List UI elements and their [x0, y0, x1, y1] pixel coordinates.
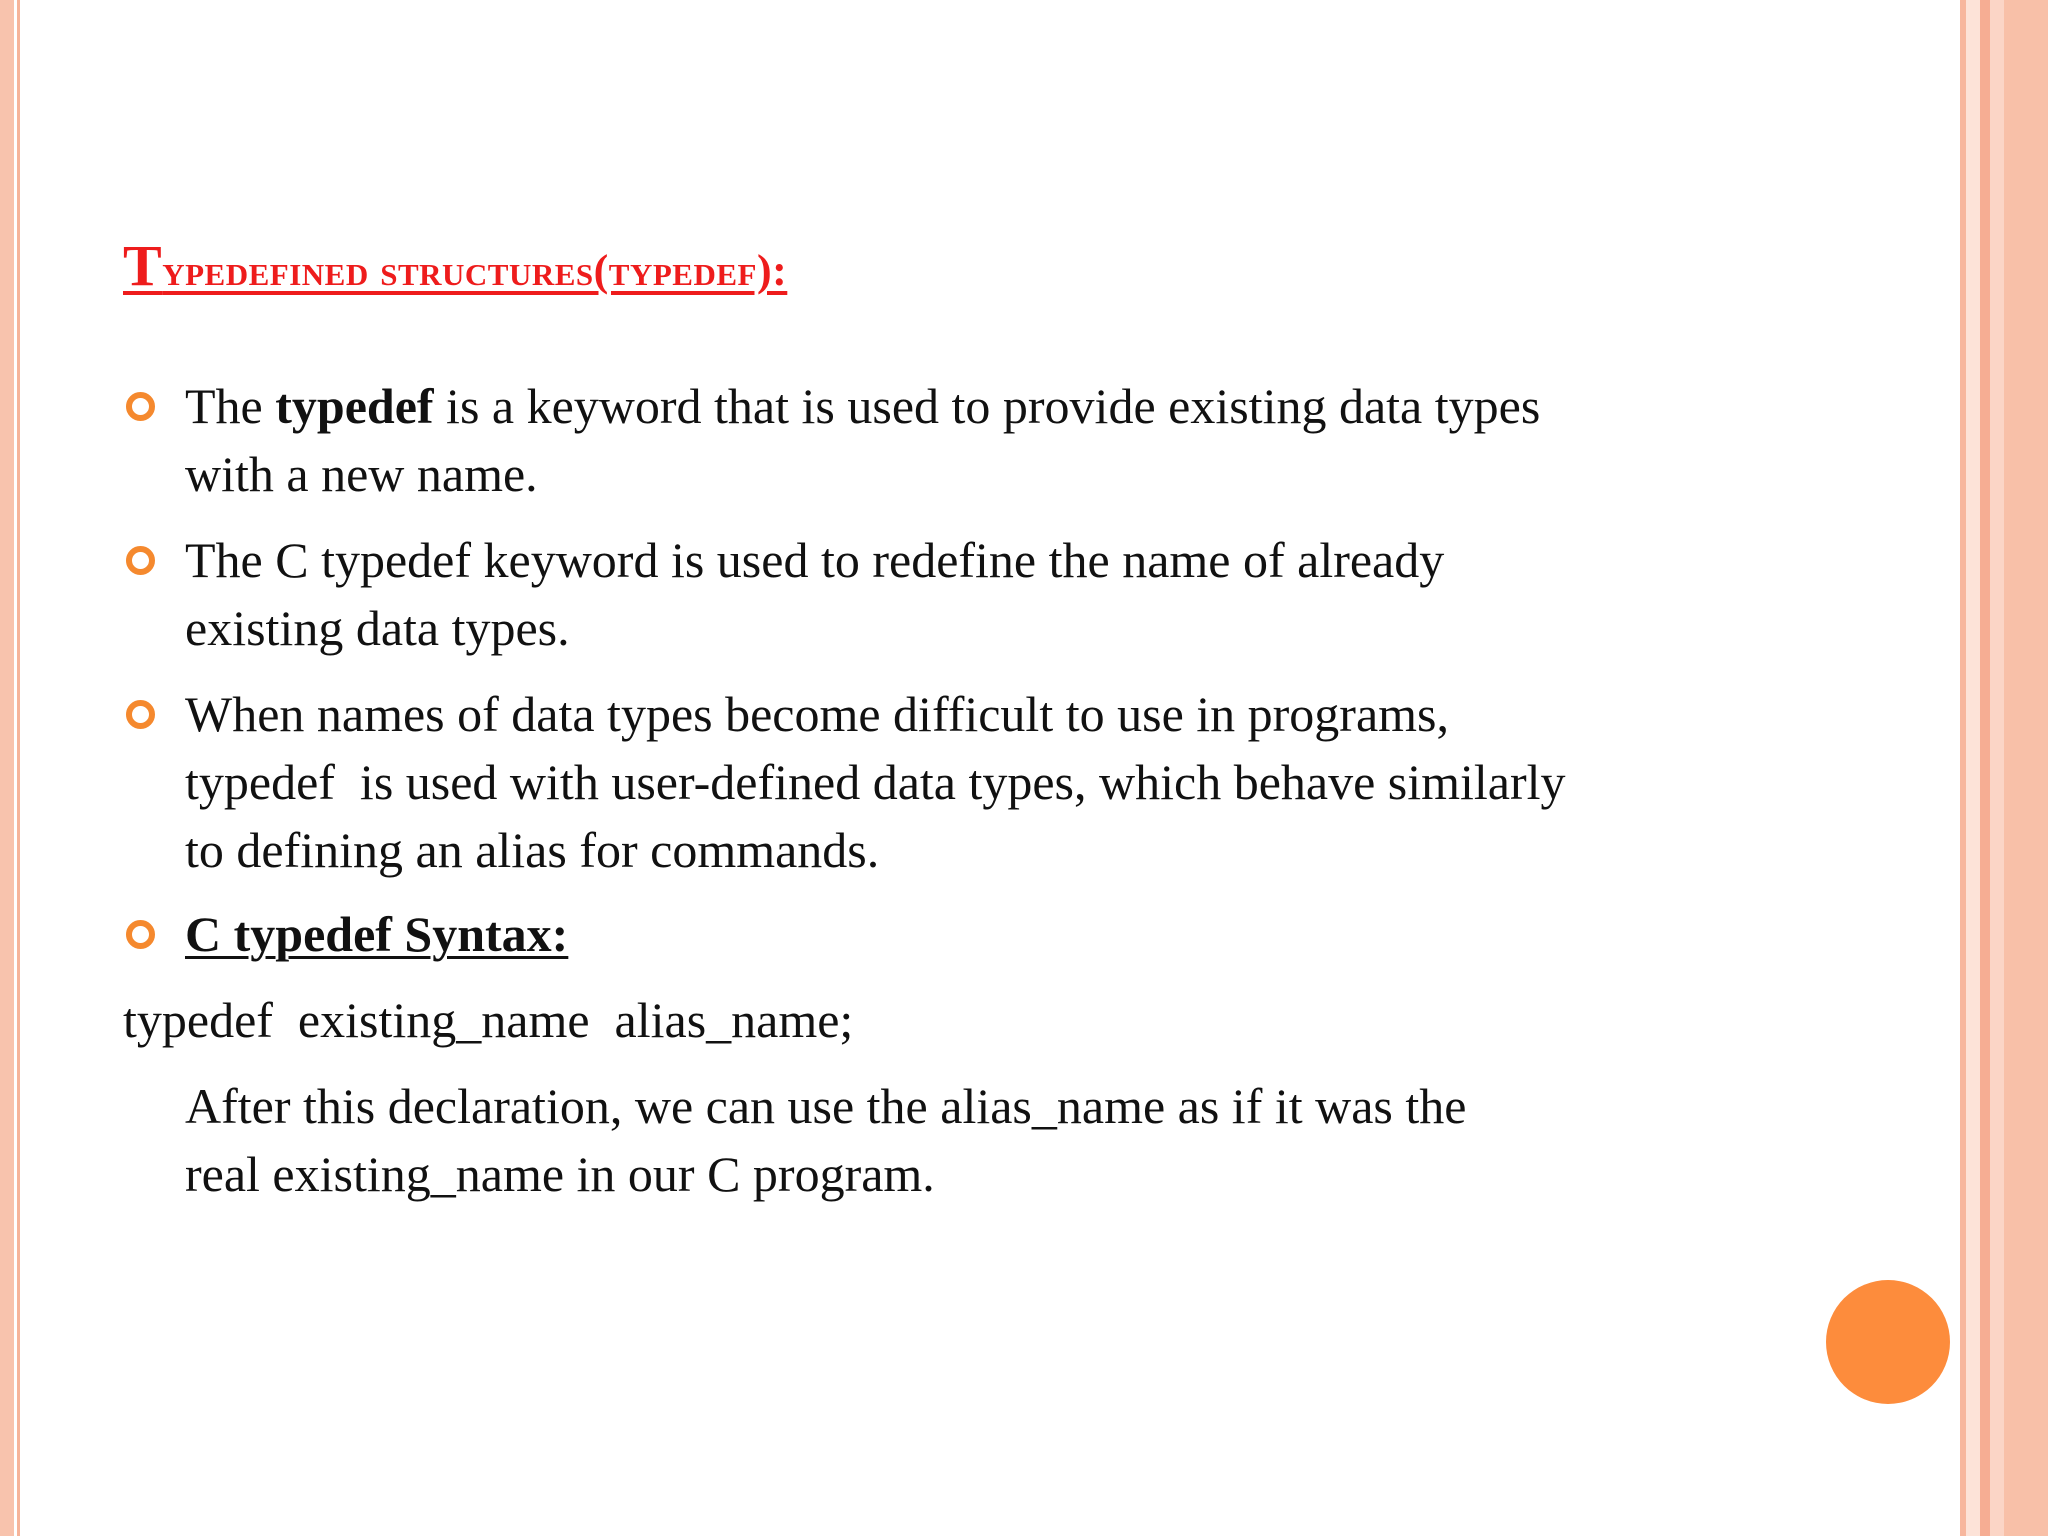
left-border-inner: [17, 0, 20, 1536]
bullet-1-keyword: typedef: [275, 378, 434, 434]
bullet-1-text-b: is a keyword that is used to provide existing data types: [433, 378, 1541, 434]
ring-bullet-icon: [126, 546, 155, 575]
ring-bullet-icon: [126, 700, 155, 729]
right-border-stripe-d: [1990, 0, 2004, 1536]
bullet-2-line-1: The C typedef keyword is used to redefine the name of already: [185, 532, 1445, 588]
bullet-3-line-3: to defining an alias for commands.: [185, 822, 880, 878]
title-first-letter: T: [123, 233, 163, 298]
bullet-item-4: [185, 900, 1785, 968]
bullet-1-line-1: [185, 372, 1785, 440]
bullet-1-line-2: with a new name.: [185, 446, 538, 502]
explanation-line-2: real existing_name in our C program.: [185, 1146, 935, 1202]
slide-title: [123, 232, 787, 299]
title-rest: ypedefined structures(typedef):: [162, 246, 788, 295]
ring-bullet-icon: [126, 392, 155, 421]
syntax-heading: C typedef Syntax:: [185, 906, 569, 962]
right-border-stripe-e: [2004, 0, 2048, 1536]
bullet-1-text-a: The: [185, 378, 276, 434]
right-border-stripe-c: [1980, 0, 1990, 1536]
bullet-item-2: [185, 526, 1785, 662]
right-border-stripe-b: [1966, 0, 1980, 1536]
syntax-code-line: typedef existing_name alias_name;: [123, 992, 854, 1048]
ring-bullet-icon: [126, 920, 155, 949]
explanation-line-1: After this declaration, we can use the alias_name as if it was the: [185, 1078, 1467, 1134]
bullet-item-3: [185, 680, 1785, 884]
explanation-paragraph: [185, 1072, 1785, 1208]
bullet-item-1: [185, 372, 1785, 508]
bullet-3-line-2: typedef is used with user-defined data types, which behave similarly: [185, 754, 1566, 810]
decorative-orange-circle: [1826, 1280, 1950, 1404]
left-border-outer: [0, 0, 14, 1536]
bullet-3-line-1: When names of data types become difficult to use in programs,: [185, 686, 1449, 742]
bullet-2-line-2: existing data types.: [185, 600, 570, 656]
